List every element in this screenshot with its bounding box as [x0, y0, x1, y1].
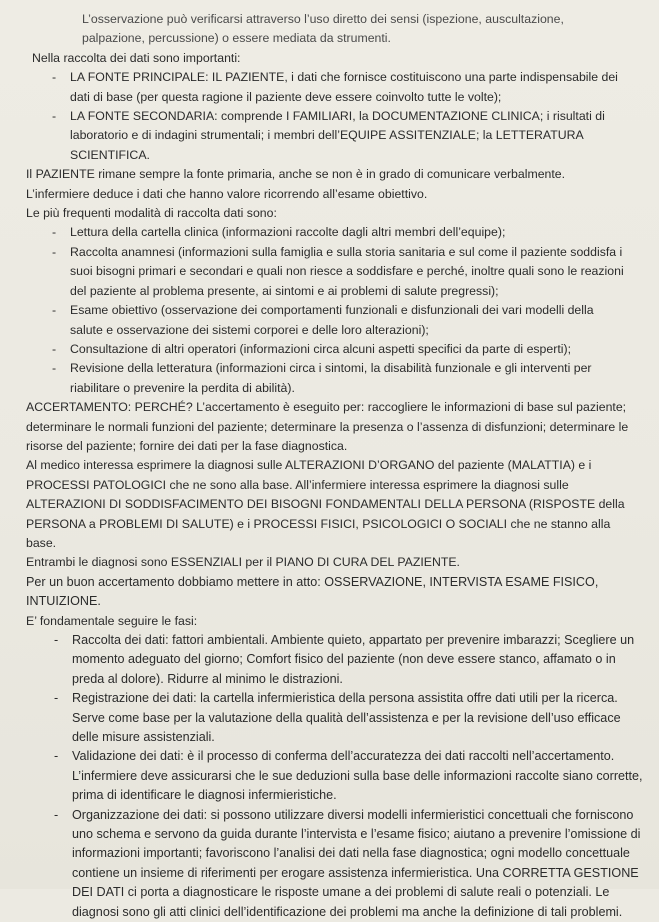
observation-paragraph: L’osservazione può verificarsi attraverso l’uso diretto dei sensi (ispezione, auscultazione, palpazione, percussione) o essere mediata da strumenti.: [82, 12, 564, 46]
phases-heading: E’ fondamentale seguire le fasi:: [26, 613, 198, 628]
list-item: - Registrazione dei dati: la cartella infermieristica della persona assistita offre dati utili per la ricerca. Serve come base per la valutazione della qualità dell’assistenza e per la revisione dell’uso efficace delle misure assistenziali.: [30, 689, 643, 747]
list-item: - Revisione della letteratura (informazioni circa i sintomi, la disabilità funzionale e gli interventi per riabilitare o prevenire la perdita di abilità).: [30, 359, 629, 398]
list-item: - Validazione dei dati: è il processo di conferma dell’accuratezza dei dati raccolti nell’accertamento. L’infermiere deve assicurarsi che le sue deduzioni sulla base delle informazioni raccolte siano corrette, prima di identificare le diagnosi infermieristiche.: [30, 747, 643, 805]
methods-heading: Le più frequenti modalità di raccolta dati sono:: [26, 206, 277, 221]
phases-list: [30, 631, 643, 922]
list-item: - Raccolta anamnesi (informazioni sulla famiglia e sulla storia sanitaria e sul come il paziente soddisfa i suoi bisogni primari e secondari e quali non riesce a soddisfare e perché, inoltre quali sono le reazioni del paziente al problema presente, ai sintomi e ai problemi di salute pregressi);: [30, 243, 629, 301]
essential-diagnosis-paragraph: Entrambi le diagnosi sono ESSENZIALI per il PIANO DI CURA DEL PAZIENTE.: [26, 555, 460, 570]
objective-exam-paragraph: L’infermiere deduce i dati che hanno valore ricorrendo all’esame obiettivo.: [26, 186, 428, 201]
list-item: - Consultazione di altri operatori (informazioni circa alcuni aspetti specifici da parte di esperti);: [30, 340, 629, 359]
data-sources-list: [30, 68, 643, 165]
data-collection-intro: Nella raccolta dei dati sono importanti:: [32, 50, 241, 65]
assessment-paragraph: ACCERTAMENTO: PERCHÉ? L’accertamento è eseguito per: raccogliere le informazioni di base sul paziente; determinare le normali funzioni del paziente; determinare la presenza o l’assenza di disfunzioni; determinare le risorse del paziente; fornire dei dati per la fase diagnostica.: [26, 400, 629, 453]
good-assessment-paragraph: Per un buon accertamento dobbiamo mettere in atto: OSSERVAZIONE, INTERVISTA ESAME FISICO, INTUIZIONE.: [26, 574, 599, 609]
patient-primary-paragraph: Il PAZIENTE rimane sempre la fonte primaria, anche se non è in grado di comunicare verbalmente.: [26, 167, 566, 182]
list-item: - LA FONTE PRINCIPALE: IL PAZIENTE, i dati che fornisce costituiscono una parte indispensabile dei dati di base (per questa ragione il paziente deve essere coinvolto tutte le volte);: [30, 68, 633, 107]
diagnosis-paragraph: Al medico interessa esprimere la diagnosi sulle ALTERAZIONI D’ORGANO del paziente (MALATTIA) e i PROCESSI PATOLOGICI che ne sono alla base. All’infermiere interessa esprimere la diagnosi sulle ALTERAZIONI DI SODDISFACIMENTO DEI BISOGNI FONDAMENTALI DELLA PERSONA (RISPOSTE della PERSONA a PROBLEMI DI SALUTE) e i PROCESSI FISICI, PSICOLOGICI O SOCIALI che ne stanno alla base.: [26, 458, 625, 550]
list-item: - LA FONTE SECONDARIA: comprende I FAMILIARI, la DOCUMENTAZIONE CLINICA; i risultati di laboratorio e di indagini strumentali; i membri dell’EQUIPE ASSITENZIALE; la LETTERATURA SCIENTIFICA.: [30, 107, 633, 165]
methods-list: [30, 223, 643, 398]
list-item: - Organizzazione dei dati: si possono utilizzare diversi modelli infermieristici concettuali che forniscono uno schema e servono da guida durante l’intervista e l’esame fisico; aiutano a prevenire l’omissione di informazioni importanti; favoriscono l’analisi dei dati nella fase diagnostica; ogni modello concettuale contiene un insieme di riferimenti per erogare assistenza infermieristica. Una CORRETTA GESTIONE DEI DATI ci porta a diagnosticare le risposte umane a dei problemi di salute reali o potenziali. Le diagnosi sono gli atti clinici dell’identificazione dei problemi ma anche la definizione di tali problemi.: [30, 806, 643, 922]
list-item: - Raccolta dei dati: fattori ambientali. Ambiente quieto, appartato per prevenire imbarazzi; Scegliere un momento adeguato del giorno; Comfort fisico del paziente (non deve essere stanco, affamato o in preda al dolore). Ridurre al minimo le distrazioni.: [30, 631, 643, 689]
list-item: - Lettura della cartella clinica (informazioni raccolte dagli altri membri dell’equipe);: [30, 223, 629, 242]
list-item: - Esame obiettivo (osservazione dei comportamenti funzionali e disfunzionali dei vari modelli della salute e osservazione dei sistemi corporei e delle loro alterazioni);: [30, 301, 629, 340]
